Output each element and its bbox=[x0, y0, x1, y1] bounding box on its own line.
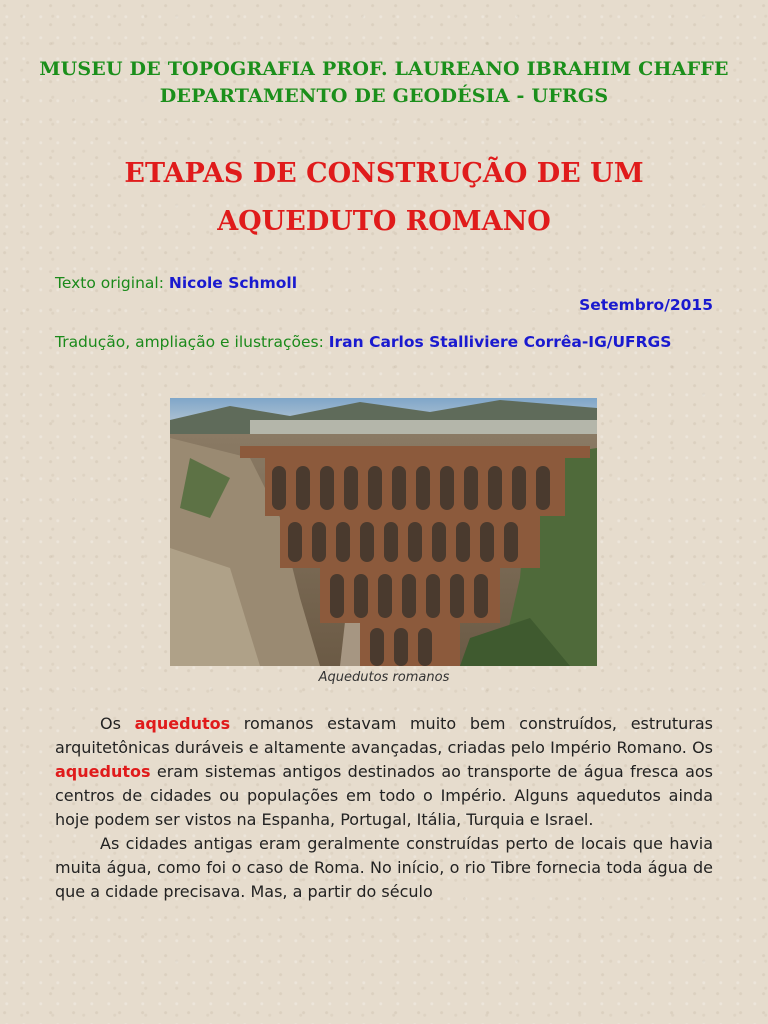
aqueduct-illustration bbox=[170, 398, 597, 666]
museum-header bbox=[0, 56, 768, 110]
title-line-1: ETAPAS DE CONSTRUÇÃO DE UM bbox=[124, 158, 644, 189]
document-title bbox=[0, 150, 768, 246]
date-line bbox=[55, 296, 713, 314]
department-name: DEPARTAMENTO DE GEODÉSIA - UFRGS bbox=[159, 85, 609, 107]
p1-text-b: romanos estavam muito bem construídos, estruturas arquitetônicas duráveis e altamente avançadas, criadas pelo Império Romano. Os bbox=[55, 714, 714, 757]
translation-author: Iran Carlos Stalliviere Corrêa-IG/UFRGS bbox=[328, 333, 672, 351]
p1-text-a: Os bbox=[100, 714, 135, 733]
photo-caption: Aquedutos romanos bbox=[318, 670, 450, 685]
publication-date: Setembro/2015 bbox=[579, 296, 713, 314]
paragraph-1 bbox=[55, 712, 713, 832]
translation-credit bbox=[55, 332, 713, 353]
aqueduct-photo bbox=[170, 398, 597, 666]
translation-label: Tradução, ampliação e ilustrações: bbox=[55, 333, 324, 351]
body-text bbox=[55, 712, 713, 904]
original-author: Nicole Schmoll bbox=[168, 274, 298, 292]
original-text-credit bbox=[55, 274, 713, 292]
title-line-2: AQUEDUTO ROMANO bbox=[217, 206, 551, 237]
paragraph-2: As cidades antigas eram geralmente construídas perto de locais que havia muita água, como foi o caso de Roma. No início, o rio Tibre fornecia toda água de que a cidade precisava. Mas, a partir do século bbox=[55, 834, 713, 901]
p1-text-c: eram sistemas antigos destinados ao transporte de água fresca aos centros de cidades ou populações em todo o Império. Alguns aquedutos ainda hoje podem ser vistos na Espanha, Portugal, Itália, Turquia e Israel. bbox=[55, 762, 713, 829]
highlight-aquedutos-1: aquedutos bbox=[134, 714, 231, 733]
highlight-aquedutos-2: aquedutos bbox=[55, 762, 151, 781]
museum-name: MUSEU DE TOPOGRAFIA PROF. LAUREANO IBRAHIM CHAFFE bbox=[39, 58, 729, 80]
original-text-label: Texto original: bbox=[55, 274, 164, 292]
